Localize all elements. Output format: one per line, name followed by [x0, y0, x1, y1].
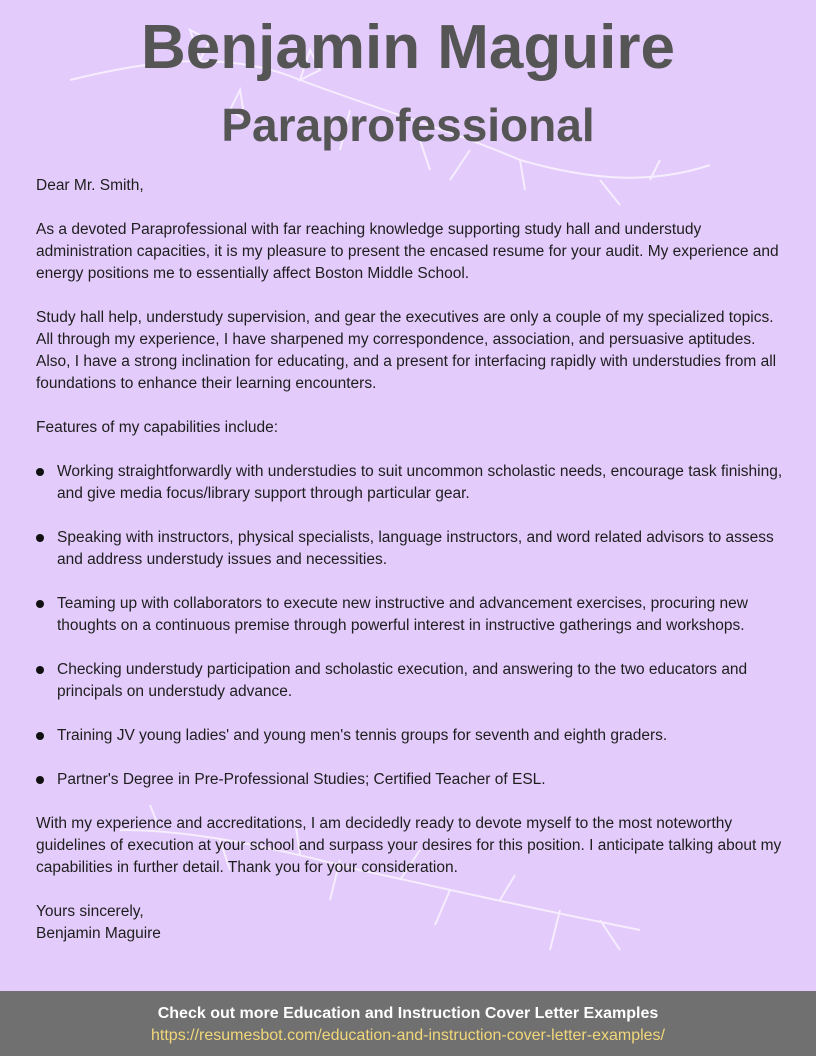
bullet-icon [36, 666, 44, 674]
paragraph-features: Features of my capabilities include: [36, 419, 279, 436]
closing-paragraph: With my experience and accreditations, I am decidedly ready to devote myself to the most noteworthy guidelines of execution at your school and surpass your desires for this position. I anticipate talking about my capabilities in further detail. Thank you for your consideration. [36, 815, 782, 876]
signoff: Yours sincerely, [36, 903, 144, 920]
list-item: Checking understudy participation and scholastic execution, and answering to the two educators and principals on understudy advance. [36, 659, 786, 703]
applicant-name: Benjamin Maguire [141, 13, 675, 82]
capabilities-list [36, 461, 786, 791]
list-item: Training JV young ladies' and young men's tennis groups for seventh and eighth graders. [36, 725, 786, 747]
salutation: Dear Mr. Smith, [36, 177, 144, 194]
bullet-icon [36, 732, 44, 740]
list-item: Partner's Degree in Pre-Professional Studies; Certified Teacher of ESL. [36, 769, 786, 791]
paragraph-skills: Study hall help, understudy supervision, and gear the executives are only a couple of my specialized topics. All through my experience, I have sharpened my correspondence, association, and persuasive aptitudes. Also, I have a strong inclination for educating, and a present for interfacing rapidly with understudies from all foundations to enhance their learning encounters. [36, 309, 777, 392]
footer-text: Check out more Education and Instruction Cover Letter Examples [157, 1005, 659, 1022]
footer-link[interactable]: https://resumesbot.com/education-and-instruction-cover-letter-examples/ [151, 1027, 665, 1044]
list-item: Speaking with instructors, physical specialists, language instructors, and word related advisors to assess and address understudy issues and necessities. [36, 527, 786, 571]
list-item: Working straightforwardly with understudies to suit uncommon scholastic needs, encourage task finishing, and give media focus/library support through particular gear. [36, 461, 786, 505]
bullet-icon [36, 534, 44, 542]
signature: Benjamin Maguire [36, 925, 161, 942]
bullet-icon [36, 776, 44, 784]
footer-banner [0, 991, 816, 1056]
letter-body [36, 175, 786, 945]
bullet-icon [36, 468, 44, 476]
bullet-icon [36, 600, 44, 608]
job-title: Paraprofessional [221, 99, 595, 151]
list-item: Teaming up with collaborators to execute new instructive and advancement exercises, procuring new thoughts on a continuous premise through powerful interest in instructive gatherings and workshops. [36, 593, 786, 637]
paragraph-intro: As a devoted Paraprofessional with far reaching knowledge supporting study hall and understudy administration capacities, it is my pleasure to present the encased resume for your audit. My experience and energy positions me to essentially affect Boston Middle School. [36, 221, 779, 282]
